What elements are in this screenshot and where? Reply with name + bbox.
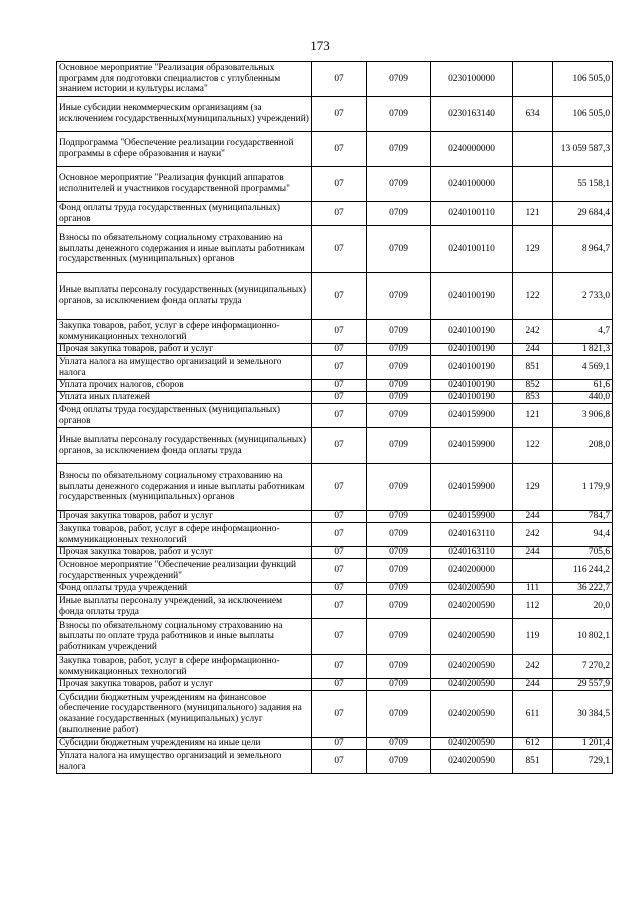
table-row xyxy=(57,679,613,691)
expense-type-cell: 111 xyxy=(513,583,553,595)
table-row xyxy=(57,404,613,428)
expense-type-cell: 242 xyxy=(513,655,553,679)
section-code-cell: 07 xyxy=(312,511,367,523)
subsection-code-cell: 0709 xyxy=(367,619,431,655)
expense-type-cell: 244 xyxy=(513,547,553,559)
target-article-cell: 0240200590 xyxy=(431,595,513,619)
subsection-code-cell: 0709 xyxy=(367,356,431,380)
section-code-cell: 07 xyxy=(312,559,367,583)
target-article-cell: 0240200000 xyxy=(431,559,513,583)
target-article-cell: 0240200590 xyxy=(431,655,513,679)
section-code-cell: 07 xyxy=(312,226,367,273)
target-article-cell: 0240159900 xyxy=(431,404,513,428)
subsection-code-cell: 0709 xyxy=(367,97,431,132)
expense-name-cell: Уплата налога на имущество организаций и земельного налога xyxy=(57,356,312,380)
amount-cell: 7 270,2 xyxy=(553,655,613,679)
subsection-code-cell: 0709 xyxy=(367,511,431,523)
target-article-cell: 0240200590 xyxy=(431,691,513,738)
subsection-code-cell: 0709 xyxy=(367,132,431,167)
subsection-code-cell: 0709 xyxy=(367,583,431,595)
expense-name-cell: Взносы по обязательному социальному страхованию на выплаты по оплате труда работников и иные выплаты работникам учреждений xyxy=(57,619,312,655)
expense-type-cell: 851 xyxy=(513,356,553,380)
subsection-code-cell: 0709 xyxy=(367,655,431,679)
subsection-code-cell: 0709 xyxy=(367,392,431,404)
table-row xyxy=(57,167,613,202)
expense-name-cell: Взносы по обязательному социальному страхованию на выплаты денежного содержания и иные выплаты работникам государственных (муниципальных) органов xyxy=(57,464,312,511)
table-row xyxy=(57,523,613,547)
target-article-cell: 0240100190 xyxy=(431,356,513,380)
subsection-code-cell: 0709 xyxy=(367,464,431,511)
section-code-cell: 07 xyxy=(312,202,367,226)
expense-type-cell: 129 xyxy=(513,226,553,273)
table-row xyxy=(57,202,613,226)
table-row xyxy=(57,428,613,464)
amount-cell: 4,7 xyxy=(553,320,613,344)
subsection-code-cell: 0709 xyxy=(367,404,431,428)
target-article-cell: 0240200590 xyxy=(431,619,513,655)
table-row xyxy=(57,547,613,559)
amount-cell: 8 964,7 xyxy=(553,226,613,273)
table-row xyxy=(57,750,613,774)
table-row xyxy=(57,273,613,320)
expense-name-cell: Прочая закупка товаров, работ и услуг xyxy=(57,344,312,356)
subsection-code-cell: 0709 xyxy=(367,167,431,202)
section-code-cell: 07 xyxy=(312,595,367,619)
amount-cell: 1 821,3 xyxy=(553,344,613,356)
subsection-code-cell: 0709 xyxy=(367,226,431,273)
expense-type-cell: 242 xyxy=(513,523,553,547)
subsection-code-cell: 0709 xyxy=(367,595,431,619)
expense-type-cell: 119 xyxy=(513,619,553,655)
subsection-code-cell: 0709 xyxy=(367,428,431,464)
expense-name-cell: Основное мероприятие "Обеспечение реализации функций государственных учреждений" xyxy=(57,559,312,583)
table-row xyxy=(57,392,613,404)
target-article-cell: 0240159900 xyxy=(431,464,513,511)
table-row xyxy=(57,738,613,750)
expense-name-cell: Подпрограмма "Обеспечение реализации государственной программы в сфере образования и науки" xyxy=(57,132,312,167)
subsection-code-cell: 0709 xyxy=(367,380,431,392)
expense-type-cell xyxy=(513,62,553,97)
table-row xyxy=(57,511,613,523)
subsection-code-cell: 0709 xyxy=(367,344,431,356)
subsection-code-cell: 0709 xyxy=(367,202,431,226)
table-row xyxy=(57,132,613,167)
target-article-cell: 0240159900 xyxy=(431,511,513,523)
expense-type-cell: 122 xyxy=(513,273,553,320)
expense-name-cell: Закупка товаров, работ, услуг в сфере информационно-коммуникационных технологий xyxy=(57,655,312,679)
expense-name-cell: Уплата прочих налогов, сборов xyxy=(57,380,312,392)
amount-cell: 4 569,1 xyxy=(553,356,613,380)
expense-type-cell: 611 xyxy=(513,691,553,738)
section-code-cell: 07 xyxy=(312,464,367,511)
section-code-cell: 07 xyxy=(312,132,367,167)
amount-cell: 13 059 587,3 xyxy=(553,132,613,167)
section-code-cell: 07 xyxy=(312,691,367,738)
budget-table-body xyxy=(57,62,613,774)
subsection-code-cell: 0709 xyxy=(367,273,431,320)
target-article-cell: 0230100000 xyxy=(431,62,513,97)
budget-table xyxy=(56,61,613,774)
amount-cell: 106 505,0 xyxy=(553,62,613,97)
expense-name-cell: Иные выплаты персоналу государственных (муниципальных) органов, за исключением фонда оплаты труда xyxy=(57,273,312,320)
amount-cell: 1 179,9 xyxy=(553,464,613,511)
target-article-cell: 0240100110 xyxy=(431,226,513,273)
amount-cell: 3 906,8 xyxy=(553,404,613,428)
expense-name-cell: Уплата налога на имущество организаций и земельного налога xyxy=(57,750,312,774)
amount-cell: 36 222,7 xyxy=(553,583,613,595)
expense-name-cell: Иные выплаты персоналу учреждений, за исключением фонда оплаты труда xyxy=(57,595,312,619)
amount-cell: 61,6 xyxy=(553,380,613,392)
expense-name-cell: Основное мероприятие "Реализация функций аппаратов исполнителей и участников государственной программы" xyxy=(57,167,312,202)
expense-type-cell: 852 xyxy=(513,380,553,392)
amount-cell: 440,0 xyxy=(553,392,613,404)
subsection-code-cell: 0709 xyxy=(367,691,431,738)
expense-type-cell xyxy=(513,132,553,167)
expense-name-cell: Фонд оплаты труда учреждений xyxy=(57,583,312,595)
subsection-code-cell: 0709 xyxy=(367,559,431,583)
amount-cell: 10 802,1 xyxy=(553,619,613,655)
section-code-cell: 07 xyxy=(312,655,367,679)
table-row xyxy=(57,344,613,356)
target-article-cell: 0240159900 xyxy=(431,428,513,464)
expense-name-cell: Субсидии бюджетным учреждениям на иные цели xyxy=(57,738,312,750)
expense-name-cell: Закупка товаров, работ, услуг в сфере информационно-коммуникационных технологий xyxy=(57,320,312,344)
target-article-cell: 0240100190 xyxy=(431,344,513,356)
target-article-cell: 0240100000 xyxy=(431,167,513,202)
table-row xyxy=(57,595,613,619)
expense-type-cell: 244 xyxy=(513,344,553,356)
target-article-cell: 0240100190 xyxy=(431,320,513,344)
page-number: 173 xyxy=(310,38,330,53)
section-code-cell: 07 xyxy=(312,320,367,344)
expense-type-cell: 851 xyxy=(513,750,553,774)
target-article-cell: 0240000000 xyxy=(431,132,513,167)
expense-name-cell: Субсидии бюджетным учреждениям на финансовое обеспечение государственного (муниципального) задания на оказание государственных (муниципальных) услуг (выполнение работ) xyxy=(57,691,312,738)
target-article-cell: 0230163140 xyxy=(431,97,513,132)
expense-name-cell: Фонд оплаты труда государственных (муниципальных) органов xyxy=(57,202,312,226)
section-code-cell: 07 xyxy=(312,750,367,774)
section-code-cell: 07 xyxy=(312,404,367,428)
section-code-cell: 07 xyxy=(312,62,367,97)
expense-name-cell: Прочая закупка товаров, работ и услуг xyxy=(57,511,312,523)
expense-type-cell: 122 xyxy=(513,428,553,464)
table-row xyxy=(57,356,613,380)
expense-name-cell: Взносы по обязательному социальному страхованию на выплаты денежного содержания и иные выплаты работникам государственных (муниципальных) органов xyxy=(57,226,312,273)
amount-cell: 729,1 xyxy=(553,750,613,774)
expense-type-cell: 112 xyxy=(513,595,553,619)
table-row xyxy=(57,559,613,583)
table-row xyxy=(57,655,613,679)
expense-type-cell: 242 xyxy=(513,320,553,344)
expense-name-cell: Иные выплаты персоналу государственных (муниципальных) органов, за исключением фонда оплаты труда xyxy=(57,428,312,464)
target-article-cell: 0240163110 xyxy=(431,523,513,547)
table-row xyxy=(57,62,613,97)
section-code-cell: 07 xyxy=(312,380,367,392)
subsection-code-cell: 0709 xyxy=(367,750,431,774)
section-code-cell: 07 xyxy=(312,523,367,547)
expense-type-cell: 121 xyxy=(513,202,553,226)
table-row xyxy=(57,619,613,655)
amount-cell: 2 733,0 xyxy=(553,273,613,320)
subsection-code-cell: 0709 xyxy=(367,547,431,559)
target-article-cell: 0240100190 xyxy=(431,380,513,392)
section-code-cell: 07 xyxy=(312,97,367,132)
target-article-cell: 0240200590 xyxy=(431,583,513,595)
amount-cell: 705,6 xyxy=(553,547,613,559)
expense-name-cell: Прочая закупка товаров, работ и услуг xyxy=(57,547,312,559)
amount-cell: 30 384,5 xyxy=(553,691,613,738)
table-row xyxy=(57,97,613,132)
amount-cell: 20,0 xyxy=(553,595,613,619)
amount-cell: 784,7 xyxy=(553,511,613,523)
expense-type-cell: 244 xyxy=(513,511,553,523)
amount-cell: 29 557,9 xyxy=(553,679,613,691)
section-code-cell: 07 xyxy=(312,619,367,655)
section-code-cell: 07 xyxy=(312,167,367,202)
subsection-code-cell: 0709 xyxy=(367,62,431,97)
expense-type-cell xyxy=(513,559,553,583)
amount-cell: 1 201,4 xyxy=(553,738,613,750)
expense-type-cell: 634 xyxy=(513,97,553,132)
section-code-cell: 07 xyxy=(312,392,367,404)
amount-cell: 55 158,1 xyxy=(553,167,613,202)
expense-name-cell: Уплата иных платежей xyxy=(57,392,312,404)
table-row xyxy=(57,380,613,392)
expense-type-cell: 121 xyxy=(513,404,553,428)
target-article-cell: 0240200590 xyxy=(431,750,513,774)
target-article-cell: 0240100190 xyxy=(431,273,513,320)
amount-cell: 208,0 xyxy=(553,428,613,464)
section-code-cell: 07 xyxy=(312,547,367,559)
target-article-cell: 0240200590 xyxy=(431,679,513,691)
target-article-cell: 0240200590 xyxy=(431,738,513,750)
section-code-cell: 07 xyxy=(312,273,367,320)
target-article-cell: 0240163110 xyxy=(431,547,513,559)
amount-cell: 29 684,4 xyxy=(553,202,613,226)
section-code-cell: 07 xyxy=(312,356,367,380)
table-row xyxy=(57,320,613,344)
section-code-cell: 07 xyxy=(312,679,367,691)
amount-cell: 116 244,2 xyxy=(553,559,613,583)
amount-cell: 94,4 xyxy=(553,523,613,547)
section-code-cell: 07 xyxy=(312,738,367,750)
subsection-code-cell: 0709 xyxy=(367,679,431,691)
expense-type-cell xyxy=(513,167,553,202)
expense-name-cell: Основное мероприятие "Реализация образовательных программ для подготовки специалистов с углубленным знанием истории и культуры ислама" xyxy=(57,62,312,97)
expense-type-cell: 244 xyxy=(513,679,553,691)
expense-name-cell: Иные субсидии некоммерческим организациям (за исключением государственных(муниципальных) учреждений) xyxy=(57,97,312,132)
section-code-cell: 07 xyxy=(312,428,367,464)
expense-name-cell: Закупка товаров, работ, услуг в сфере информационно-коммуникационных технологий xyxy=(57,523,312,547)
table-row xyxy=(57,464,613,511)
subsection-code-cell: 0709 xyxy=(367,320,431,344)
table-row xyxy=(57,226,613,273)
table-row xyxy=(57,691,613,738)
expense-name-cell: Прочая закупка товаров, работ и услуг xyxy=(57,679,312,691)
target-article-cell: 0240100190 xyxy=(431,392,513,404)
expense-type-cell: 853 xyxy=(513,392,553,404)
section-code-cell: 07 xyxy=(312,583,367,595)
subsection-code-cell: 0709 xyxy=(367,523,431,547)
table-row xyxy=(57,583,613,595)
subsection-code-cell: 0709 xyxy=(367,738,431,750)
target-article-cell: 0240100110 xyxy=(431,202,513,226)
expense-type-cell: 129 xyxy=(513,464,553,511)
amount-cell: 106 505,0 xyxy=(553,97,613,132)
expense-type-cell: 612 xyxy=(513,738,553,750)
section-code-cell: 07 xyxy=(312,344,367,356)
expense-name-cell: Фонд оплаты труда государственных (муниципальных) органов xyxy=(57,404,312,428)
